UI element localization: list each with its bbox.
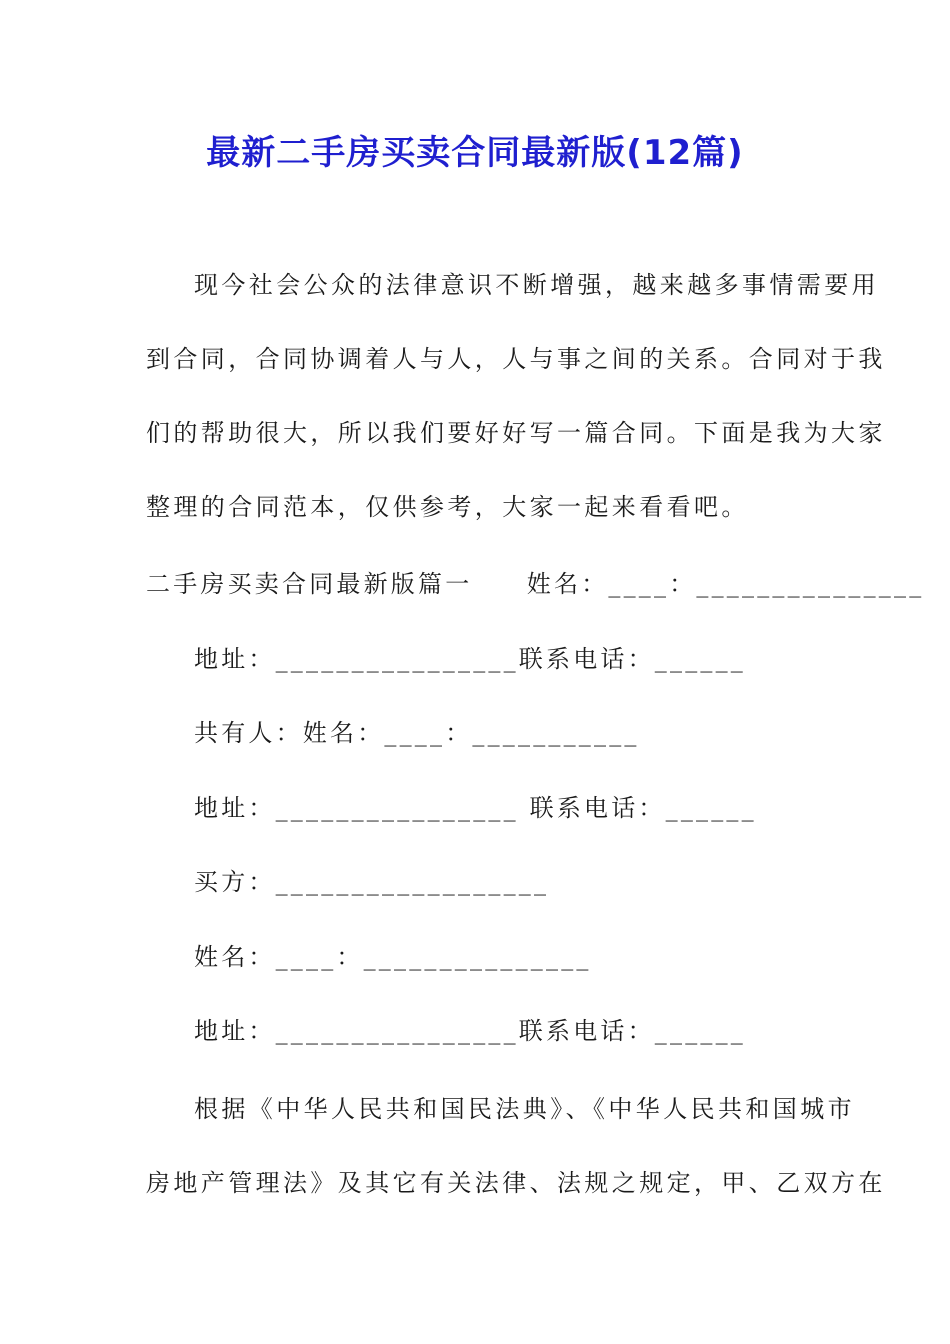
co-owner-name-line: 共有人：姓名：____：___________ — [194, 719, 640, 747]
buyer-line: 买方：__________________ — [194, 868, 550, 896]
seller-address-line: 地址：________________联系电话：______ — [194, 645, 746, 673]
closing-line-1: 根据《中华人民共和国民法典》、《中华人民共和国城市 — [194, 1095, 855, 1123]
intro-line-3: 们的帮助很大，所以我们要好好写一篇合同。下面是我为大家 — [146, 419, 886, 447]
intro-paragraph — [146, 248, 886, 544]
intro-line-2: 到合同，合同协调着人与人，人与事之间的关系。合同对于我 — [146, 345, 886, 373]
closing-paragraph — [146, 1072, 886, 1220]
intro-line-1: 现今社会公众的法律意识不断增强，越来越多事情需要用 — [194, 271, 879, 299]
buyer-name-line: 姓名：____：_______________ — [194, 943, 592, 971]
closing-line-2: 房地产管理法》及其它有关法律、法规之规定，甲、乙双方在 — [146, 1169, 886, 1197]
buyer-address-line: 地址：________________联系电话：______ — [194, 1017, 746, 1045]
section-heading: 二手房买卖合同最新版篇一 姓名：____：_______________ — [146, 570, 925, 598]
intro-line-4: 整理的合同范本，仅供参考，大家一起来看看吧。 — [146, 493, 749, 521]
co-owner-address-line: 地址：________________ 联系电话：______ — [194, 794, 757, 822]
document-title: 最新二手房买卖合同最新版(12篇) — [206, 133, 744, 173]
